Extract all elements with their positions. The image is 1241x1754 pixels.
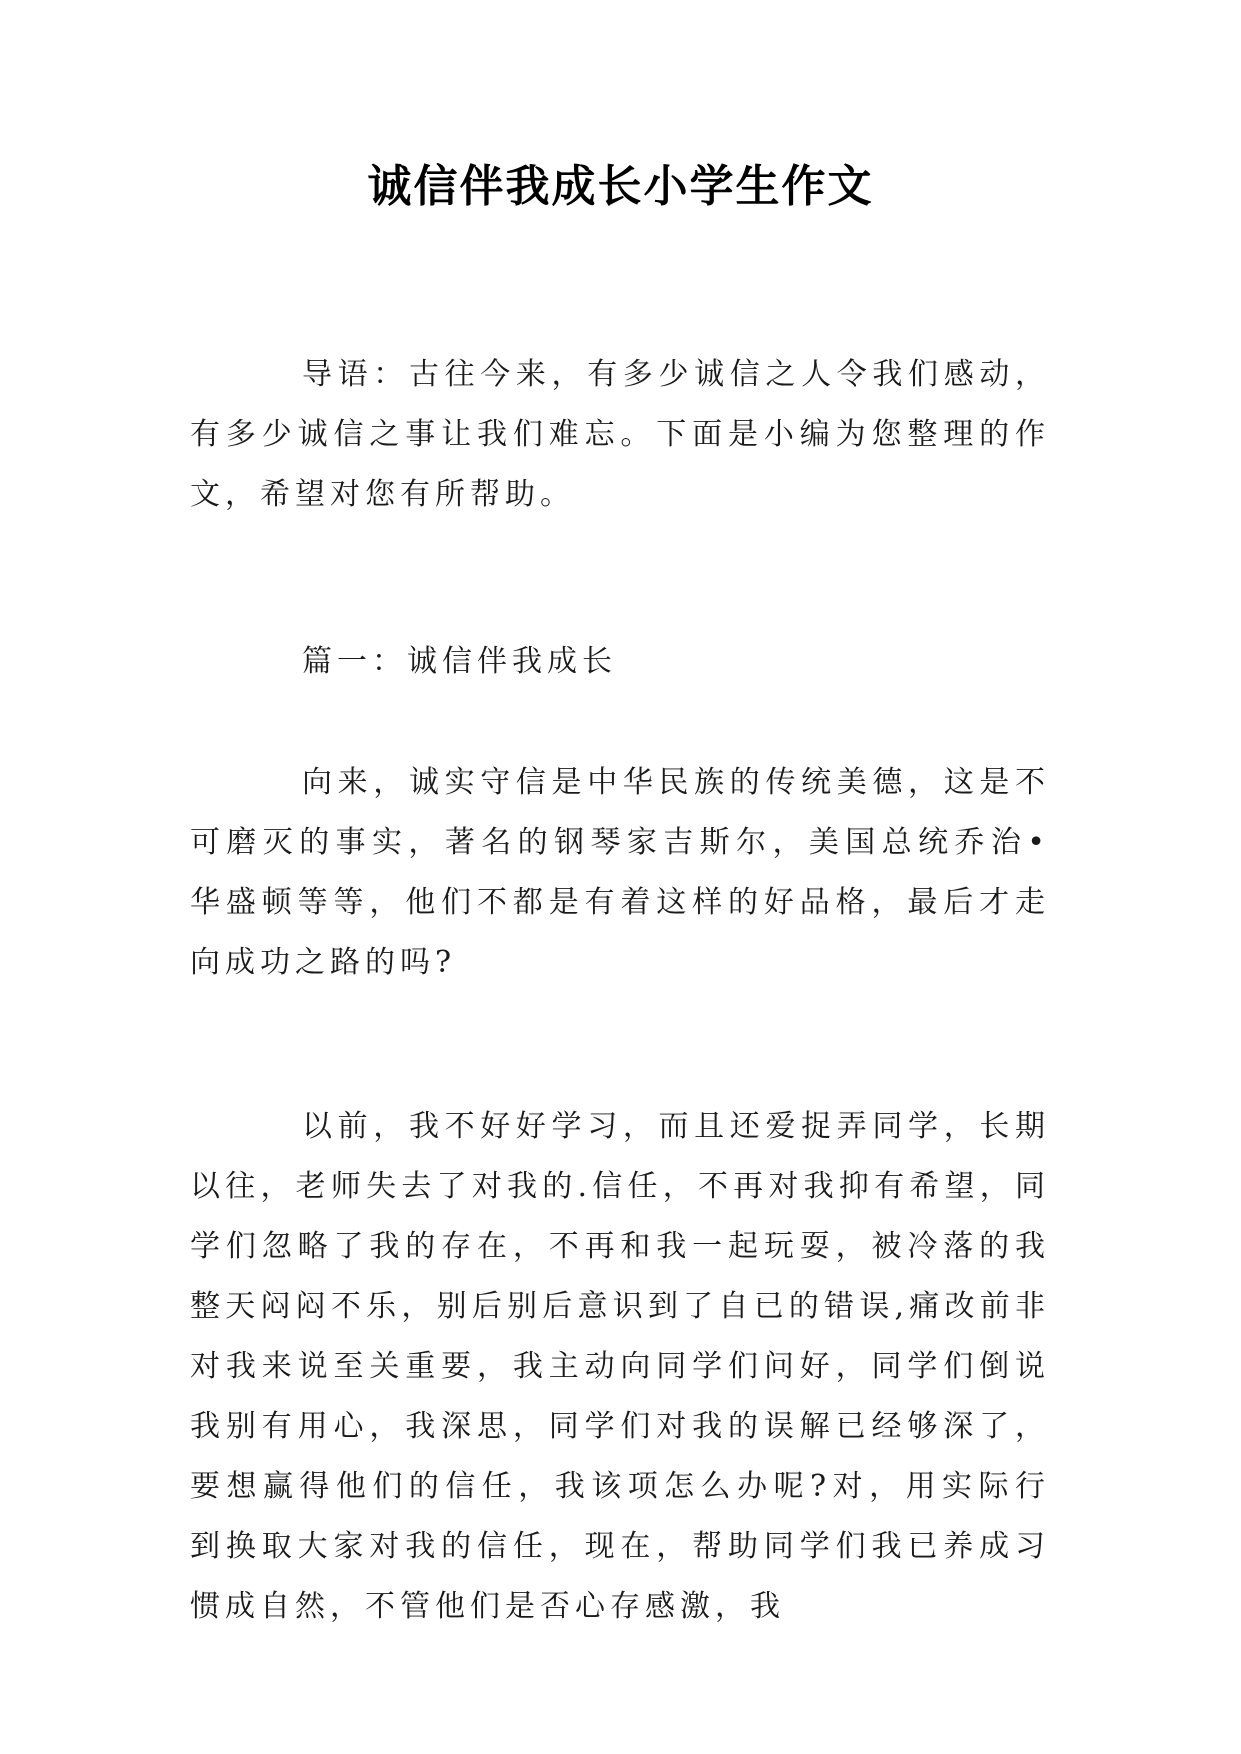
- document-title: 诚信伴我成长小学生作文: [367, 161, 874, 212]
- section-heading: 篇一：诚信伴我成长: [302, 644, 617, 679]
- body-paragraph-2: 以前，我不好好学习，而且还爱捉弄同学，长期以往，老师失去了对我的.信任，不再对我抑有希望，同学们忽略了我的存在，不再和我一起玩耍，被冷落的我整天闷闷不乐，别后别后意识到了自已的错误,痛改前非对我来说至关重要，我主动向同学们问好，同学们倒说我别有用心，我深思，同学们对我的误解已经够深了，要想赢得他们的信任，我该项怎么办呢?对，用实际行到换取大家对我的信任，现在，帮助同学们我已养成习惯成自然，不管他们是否心存感激，我: [190, 1109, 1050, 1624]
- intro-paragraph: 导语：古往今来，有多少诚信之人令我们感动，有多少诚信之事让我们难忘。下面是小编为您整理的作文，希望对您有所帮助。: [190, 357, 1050, 512]
- body-paragraph-1: 向来，诚实守信是中华民族的传统美德，这是不可磨灭的事实，著名的钢琴家吉斯尔，美国总统乔治•华盛顿等等，他们不都是有着这样的好品格，最后才走向成功之路的吗?: [190, 765, 1050, 980]
